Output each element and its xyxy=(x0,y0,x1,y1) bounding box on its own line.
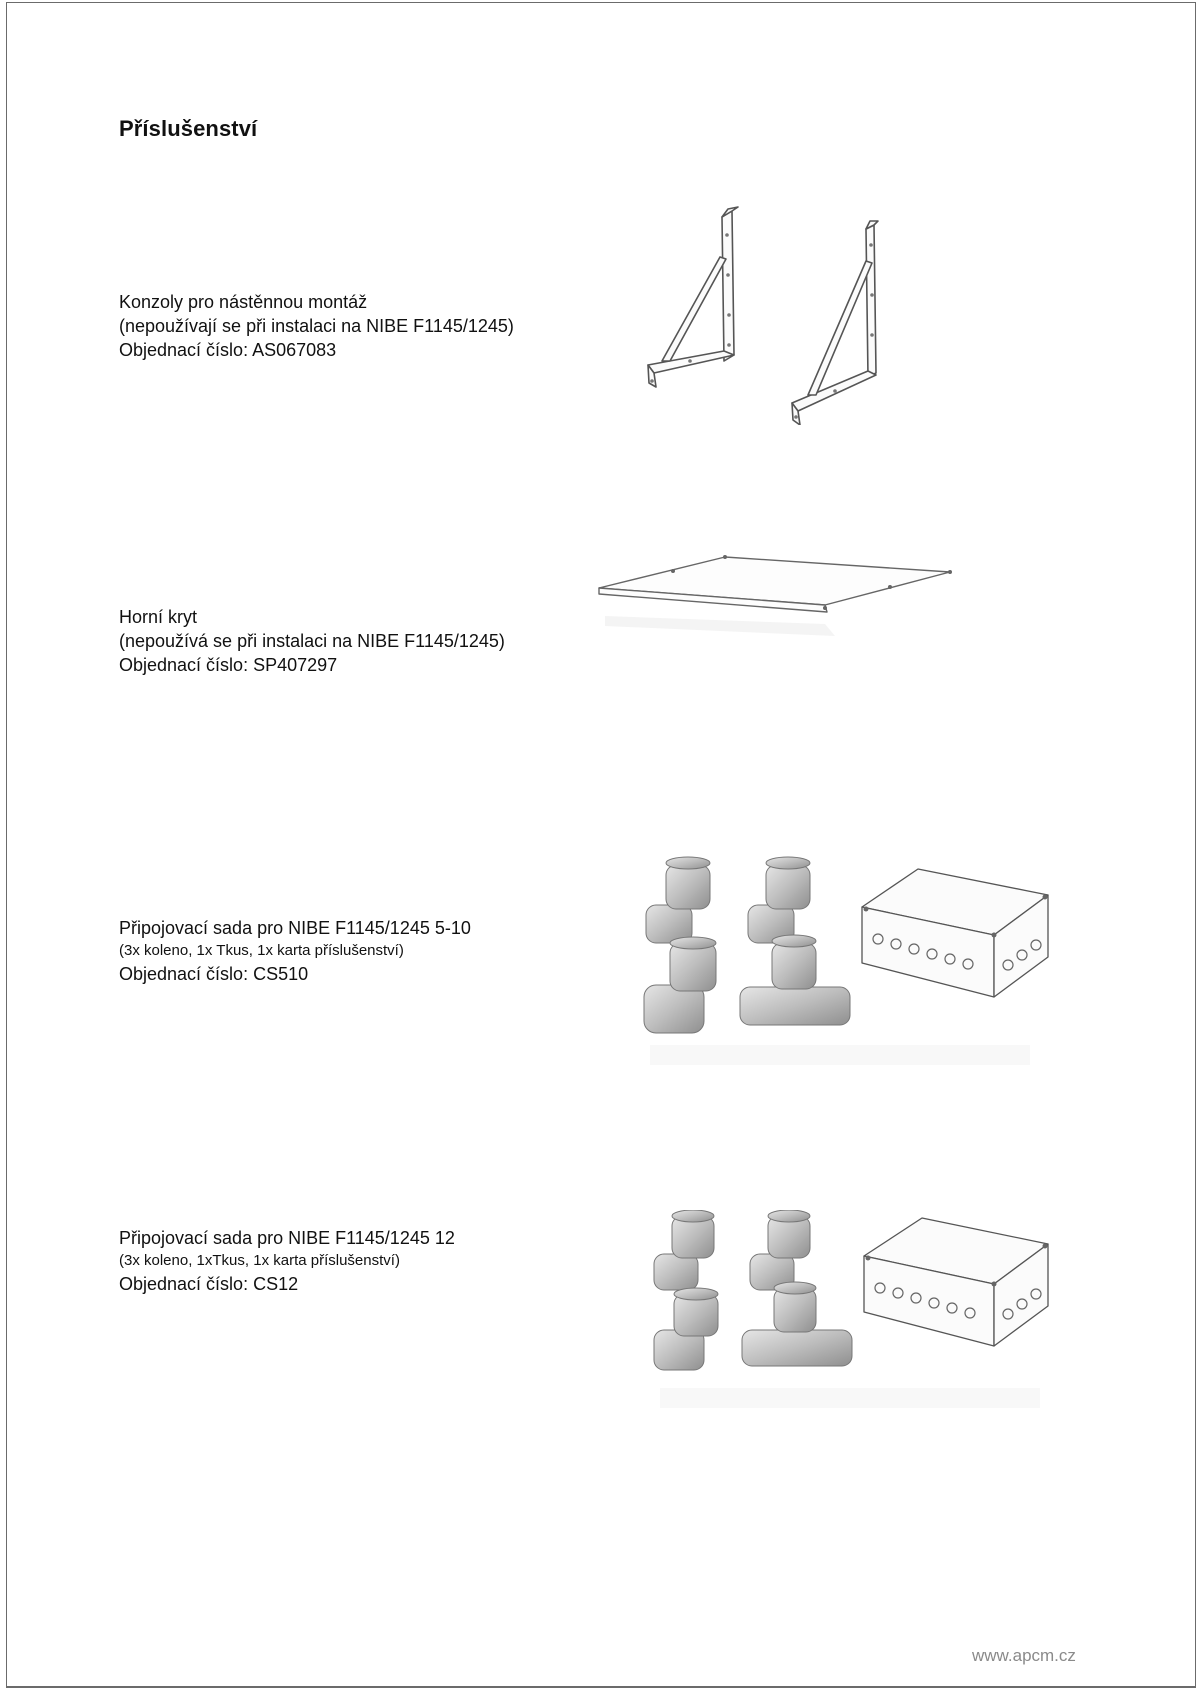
item-note: (nepoužívá se při instalaci na NIBE F1145/1245) xyxy=(119,631,505,651)
item-order-number: Objednací číslo: CS12 xyxy=(119,1274,299,1294)
accessory-item-connection-kit-5-10 xyxy=(119,916,471,986)
item-order-number: Objednací číslo: AS067083 xyxy=(119,340,337,360)
item-name: Horní kryt xyxy=(119,607,198,627)
item-name: Konzoly pro nástěnnou montáž xyxy=(119,292,368,312)
accessory-item-top-cover xyxy=(119,605,505,677)
document-page xyxy=(6,2,1196,1688)
item-name: Připojovací sada pro NIBE F1145/1245 5-10 xyxy=(119,918,471,938)
item-note: (nepoužívají se při instalaci na NIBE F1145/1245) xyxy=(119,316,514,336)
connection-kit-illustration xyxy=(650,1210,1070,1420)
bottom-divider xyxy=(6,1686,1196,1687)
item-note: (3x koleno, 1x Tkus, 1x karta příslušenství) xyxy=(119,942,404,959)
page-title: Příslušenství xyxy=(119,116,258,141)
accessory-item-connection-kit-12 xyxy=(119,1226,455,1296)
wall-brackets-illustration xyxy=(640,205,900,425)
connection-kit-illustration xyxy=(640,855,1060,1075)
footer-url[interactable]: www.apcm.cz xyxy=(972,1646,1076,1665)
item-order-number: Objednací číslo: SP407297 xyxy=(119,655,338,675)
item-note: (3x koleno, 1xTkus, 1x karta příslušenství) xyxy=(119,1252,400,1269)
item-name: Připojovací sada pro NIBE F1145/1245 12 xyxy=(119,1228,455,1248)
item-order-number: Objednací číslo: CS510 xyxy=(119,964,309,984)
top-cover-illustration xyxy=(595,550,960,640)
accessory-item-wall-brackets xyxy=(119,290,514,362)
